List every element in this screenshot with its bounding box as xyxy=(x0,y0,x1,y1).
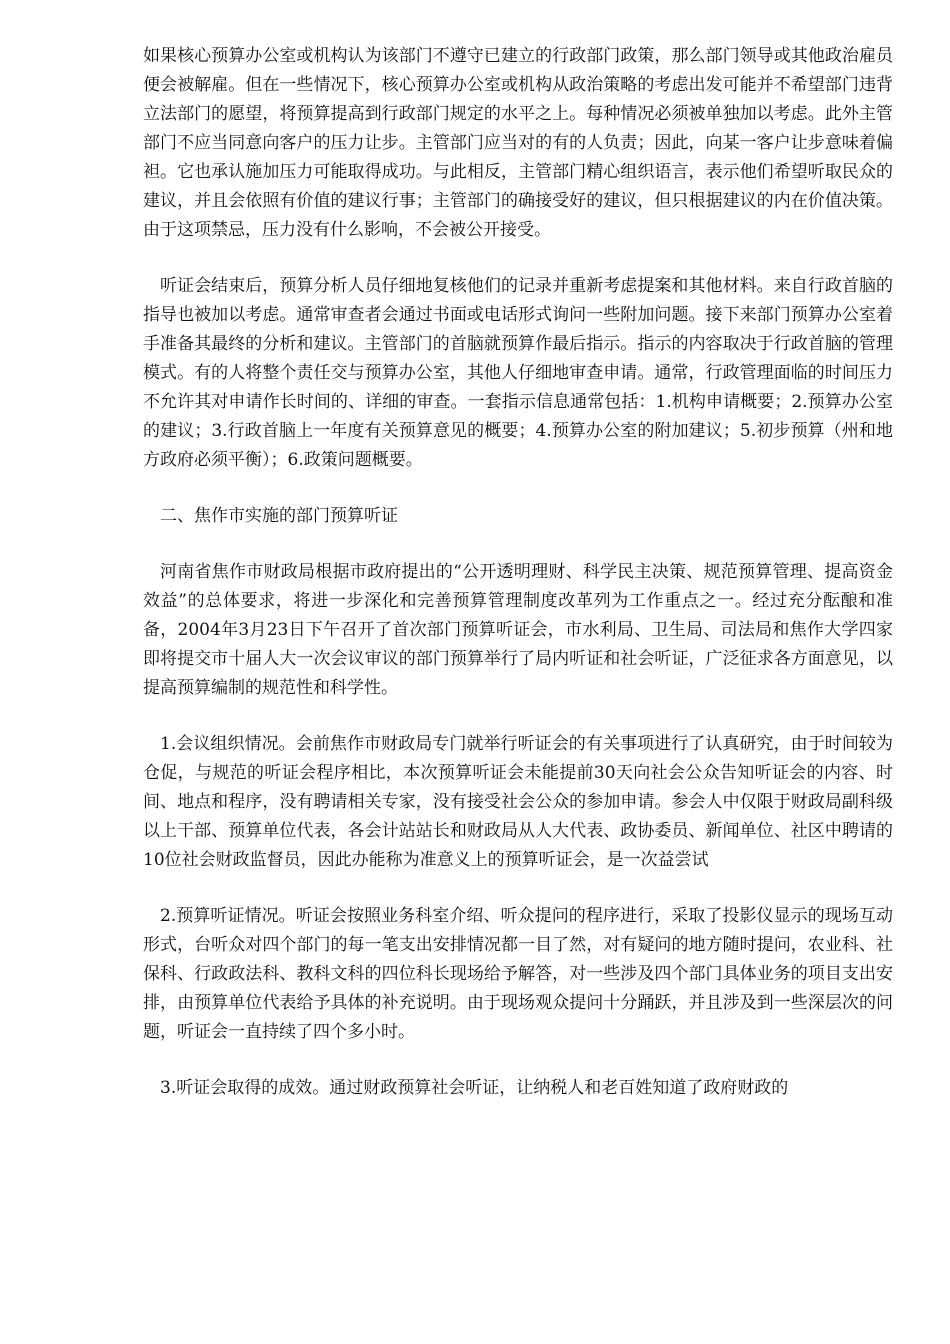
paragraph-budget-office-policy: 如果核心预算办公室或机构认为该部门不遵守已建立的行政部门政策，那么部门领导或其他政治雇员便会被解雇。但在一些情况下，核心预算办公室或机构从政治策略的考虑出发可能并不希望部门违背立法部门的愿望，将预算提高到行政部门规定的水平之上。每种情况必须被单独加以考虑。此外主管部门不应当同意向客户的压力让步。主管部门应当对的有的人负责；因此，向某一客户让步意味着偏袒。它也承认施加压力可能取得成功。与此相反，主管部门精心组织语言，表示他们希望听取民众的建议，并且会依照有价值的建议行事；主管部门的确接受好的建议，但只根据建议的内在价值决策。由于这项禁忌，压力没有什么影响，不会被公开接受。 xyxy=(143,46,893,240)
paragraph-hearing-review: 听证会结束后，预算分析人员仔细地复核他们的记录并重新考虑提案和其他材料。来自行政首脑的指导也被加以考虑。通常审查者会通过书面或电话形式询问一些附加问题。接下来部门预算办公室着手准备其最终的分析和建议。主管部门的首脑就预算作最后指示。指示的内容取决于行政首脑的管理模式。有的人将整个责任交与预算办公室，其他人仔细地审查申请。通常，行政管理面临的时间压力不允许其对申请作长时间的、详细的审查。一套指示信息通常包括：1.机构申请概要；2.预算办公室的建议；3.行政首脑上一年度有关预算意见的概要；4.预算办公室的附加建议；5.初步预算（州和地方政府必须平衡）；6.政策问题概要。 xyxy=(143,276,893,470)
paragraph-meeting-organization: 1.会议组织情况。会前焦作市财政局专门就举行听证会的有关事项进行了认真研究，由于时间较为仓促，与规范的听证会程序相比，本次预算听证会未能提前30天向社会公众告知听证会的内容、时间、地点和程序，没有聘请相关专家，没有接受社会公众的参加申请。参会人中仅限于财政局副科级以上干部、预算单位代表，各会计站站长和财政局从人大代表、政协委员、新闻单位、社区中聘请的10位社会财政监督员，因此办能称为准意义上的预算听证会，是一次益尝试 xyxy=(143,734,893,870)
paragraph-budget-hearing: 2.预算听证情况。听证会按照业务科室介绍、听众提问的程序进行，采取了投影仪显示的现场互动形式，台听众对四个部门的每一笔支出安排情况都一目了然，对有疑问的地方随时提问，农业科、社保科、行政政法科、教科文科的四位科长现场给予解答，对一些涉及四个部门具体业务的项目支出安排，由预算单位代表给予具体的补充说明。由于现场观众提问十分踊跃，并且涉及到一些深层次的问题，听证会一直持续了四个多小时。 xyxy=(143,906,893,1042)
document-body xyxy=(143,42,893,1130)
paragraph-jiaozuo-finance-bureau: 河南省焦作市财政局根据市政府提出的“公开透明理财、科学民主决策、规范预算管理、提高资金效益”的总体要求，将进一步深化和完善预算管理制度改革列为工作重点之一。经过充分酝酿和准备，2004年3月23日下午召开了首次部门预算听证会，市水利局、卫生局、司法局和焦作大学四家即将提交市十届人大一次会议审议的部门预算举行了局内听证和社会听证，广泛征求各方面意见，以提高预算编制的规范性和科学性。 xyxy=(143,562,893,698)
paragraph-hearing-results: 3.听证会取得的成效。通过财政预算社会听证，让纳税人和老百姓知道了政府财政的 xyxy=(160,1078,789,1098)
section-heading-jiaozuo: 二、焦作市实施的部门预算听证 xyxy=(160,506,398,526)
